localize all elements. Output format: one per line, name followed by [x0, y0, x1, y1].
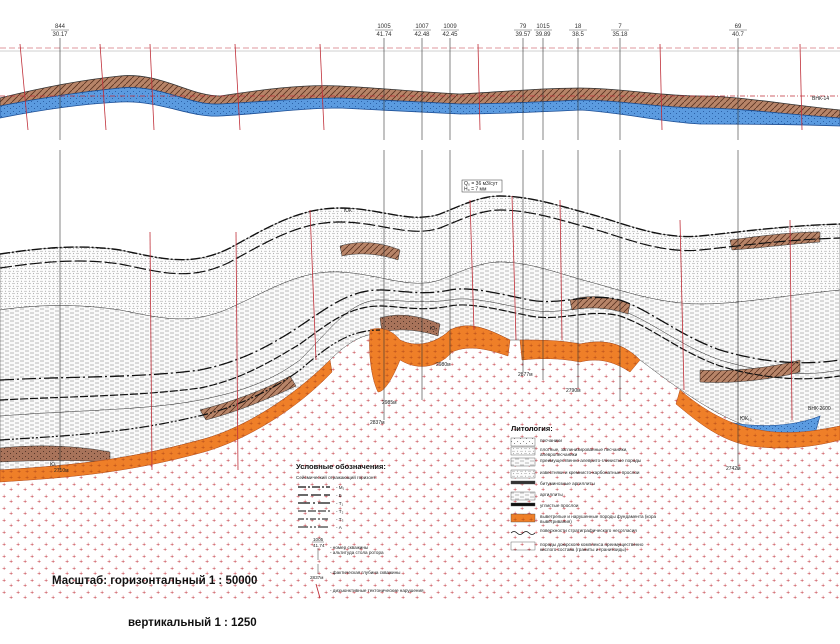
legend-title: Условные обозначения: [296, 462, 386, 471]
scale-horizontal: Масштаб: горизонтальный 1 : 50000 [52, 575, 258, 587]
svg-text:- Б: - Б [336, 493, 342, 498]
lithology-label: аргиллиты [540, 492, 563, 497]
upper-profile [0, 48, 840, 126]
svg-text:- фактическая глубина скважины: - фактическая глубина скважины [330, 570, 401, 575]
horizon-label-yuk10: ЮК₁₀ [740, 416, 752, 422]
lithology-label: углистые прослои [540, 503, 579, 508]
vnk-top-label: ВНК-14 [812, 96, 830, 102]
well-number: 1009 [443, 24, 457, 30]
well-number: 1005 [377, 24, 391, 30]
svg-text:- М₁: - М₁ [336, 485, 345, 490]
well-altitude: 42.48 [414, 32, 430, 38]
svg-text:- Т₃: - Т₃ [336, 517, 344, 522]
well-altitude: 35.18 [612, 32, 628, 38]
well-altitude: 38.5 [572, 32, 584, 38]
svg-text:H₀ = 7 мм: H₀ = 7 мм [464, 186, 487, 193]
well-altitude: 41.74 [376, 32, 392, 38]
svg-text:2837м: 2837м [310, 575, 324, 580]
svg-text:- дизъюнктивные тектонические: - дизъюнктивные тектонические нарушения [330, 588, 424, 593]
lithology-label: плотные, заглинизированные песчаники, [540, 447, 628, 452]
horizon-label-yu1: Ю₁ [50, 462, 57, 468]
lithology-swatch [511, 503, 535, 506]
lithology-label: поверхности стратиграфического несогласия [540, 528, 637, 533]
svg-text:- альтитуда стола ротора: - альтитуда стола ротора [330, 550, 384, 555]
production-callout [462, 180, 502, 193]
lithology-label: алевропесчаники [540, 452, 578, 457]
well-altitude: 40.7 [732, 32, 744, 38]
lower-section [0, 196, 840, 600]
lithology-label: выветрелые и нарушенные породы фундамента (кора [540, 514, 657, 519]
svg-text:- номер скважины: - номер скважины [330, 545, 369, 550]
lithology-label: кислого состава (граниты и гранитоиды) [540, 547, 627, 552]
lithology-swatch [511, 458, 535, 466]
well-depth-label: 2877м [518, 372, 533, 378]
svg-text:1005: 1005 [313, 537, 324, 542]
lithology-swatch [511, 438, 535, 446]
lithology-swatch [511, 542, 535, 550]
lithology-label: выветривания) [540, 519, 572, 524]
horizon-label-yu2: Ю₂ [430, 326, 437, 332]
lithology-title: Литология: [511, 424, 553, 433]
well-depth-label: 2980м [436, 362, 451, 368]
well-number: 1007 [415, 24, 429, 30]
well-number: 844 [54, 24, 66, 30]
well-altitude: 39.57 [515, 32, 531, 38]
lithology-label: преимущественно алеврито-глинистые породы [540, 458, 642, 463]
well-altitude: 42.45 [442, 32, 458, 38]
lithology-label: породы доюрского комплекса преимущественно [540, 542, 644, 547]
well-altitude: 39.89 [535, 32, 551, 38]
scale-vertical: вертикальный 1 : 1250 [128, 617, 257, 629]
lithology-swatch [511, 492, 535, 500]
well-number: 79 [519, 24, 527, 30]
svg-text:- Т₂: - Т₂ [336, 509, 344, 514]
well-depth-label: 2985м [382, 400, 397, 406]
well-number: 7 [618, 24, 622, 30]
scale-block [52, 546, 257, 644]
well-number: 1015 [536, 24, 550, 30]
legend-subtitle: Сейсмический отражающий горизонт: [296, 475, 377, 480]
lithology-swatch [511, 447, 535, 455]
svg-text:41.74: 41.74 [313, 543, 325, 548]
lithology-label: битуминозные аргиллиты [540, 481, 595, 486]
svg-text:- Т₁: - Т₁ [336, 501, 344, 506]
vnk-bottom-label: ВНК-2600 [808, 406, 831, 412]
well-number: 18 [574, 24, 582, 30]
well-number: 69 [734, 24, 742, 30]
svg-text:- А: - А [336, 525, 342, 530]
well-depth-label: 2710м [54, 468, 69, 474]
well-depth-label: 2837м [370, 420, 385, 426]
well-depth-label: 2790м [566, 388, 581, 394]
well-altitude: 30.17 [52, 32, 68, 38]
lithology-label: песчаники [540, 438, 562, 443]
lithology-label: известняки и кремнисто-карбонатные прослои [540, 470, 640, 475]
lithology-swatch [511, 470, 535, 478]
svg-text:Q₀ = 36 м3/сут: Q₀ = 36 м3/сут [464, 181, 498, 187]
horizon-label-yuk: ЮК [344, 208, 352, 214]
well-depth-label: 2742м [726, 466, 741, 472]
lithology-swatch [511, 481, 535, 484]
lithology-swatch [511, 514, 535, 522]
